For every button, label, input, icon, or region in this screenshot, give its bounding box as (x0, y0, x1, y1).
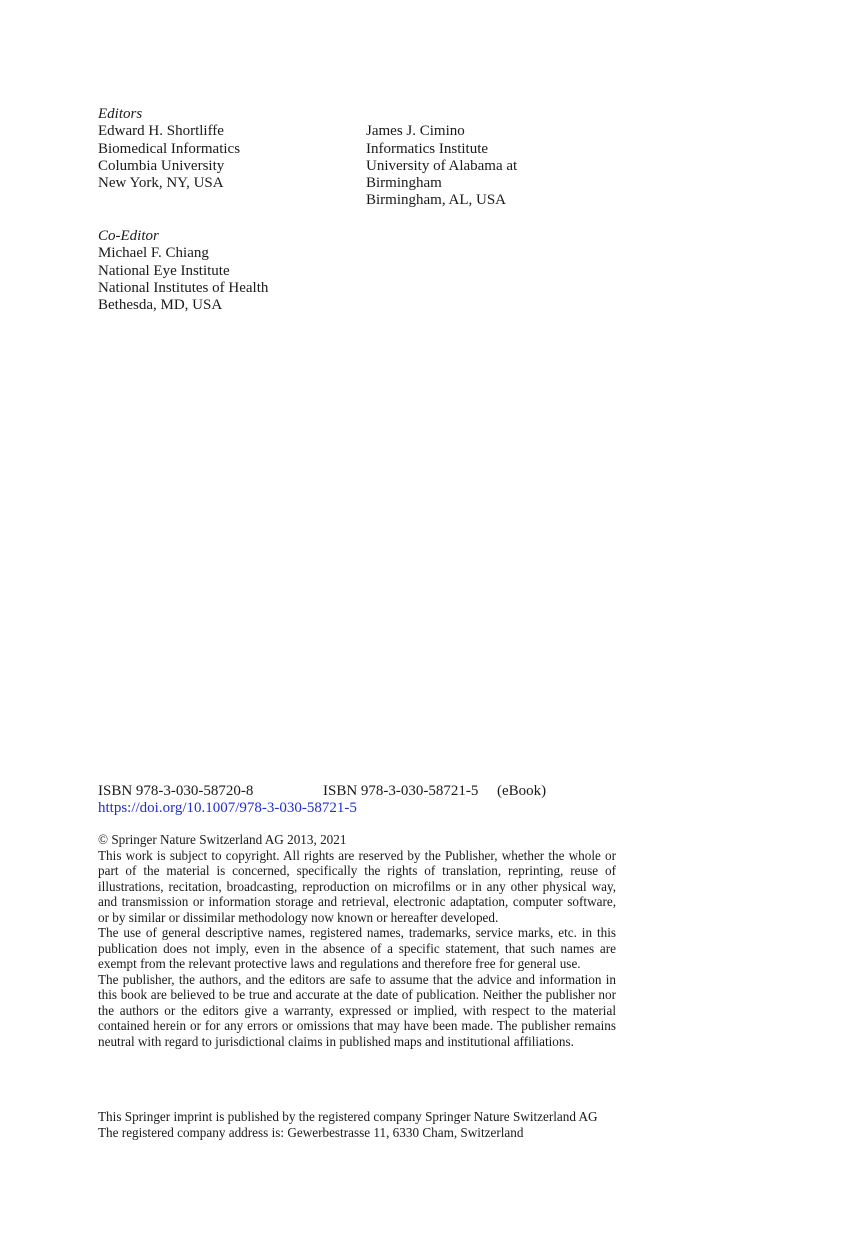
isbn-row (98, 782, 546, 800)
coeditor-department: National Eye Institute (98, 262, 230, 279)
coeditor-section (98, 228, 268, 314)
disclaimer-paragraph: The publisher, the authors, and the editors are safe to assume that the advice and information in this book are believed to be true and accurate at the date of publication. Neither the publisher nor the authors or the editors give a warranty, expressed or implied, with respect to the material contained herein or for any errors or omissions that may have been made. The publisher remains neutral with regard to jurisdictional claims in published maps and institutional affiliations. (98, 971, 616, 1049)
editor-institution-line1: University of Alabama at (366, 157, 518, 174)
editors-section (98, 106, 518, 209)
isbn-print: ISBN 978-3-030-58720-8 (98, 783, 254, 799)
editor-department: Biomedical Informatics (98, 140, 241, 157)
editor-location: Birmingham, AL, USA (366, 192, 507, 209)
coeditor-label: Co-Editor (98, 228, 159, 244)
legal-notice (98, 832, 616, 1049)
imprint-publisher: This Springer imprint is published by the registered company Springer Nature Switzerland AG (98, 1109, 598, 1124)
editor-right (366, 123, 626, 209)
editor-location: New York, NY, USA (98, 175, 224, 192)
doi-link[interactable]: https://doi.org/10.1007/978-3-030-58721-5 (98, 800, 357, 816)
editor-left (98, 123, 358, 192)
coeditor-location: Bethesda, MD, USA (98, 297, 223, 314)
imprint-address: The registered company address is: Gewerbestrasse 11, 6330 Cham, Switzerland (98, 1124, 524, 1140)
trademark-paragraph: The use of general descriptive names, registered names, trademarks, service marks, etc. in this publication does not imply, even in the absence of a specific statement, that such names are exempt from the relevant protective laws and regulations and therefore free for general use. (98, 925, 616, 971)
editor-name: Edward H. Shortliffe (98, 123, 224, 140)
editors-label: Editors (98, 106, 143, 122)
coeditor-name: Michael F. Chiang (98, 245, 209, 262)
editor-department: Informatics Institute (366, 140, 489, 157)
editor-institution: Columbia University (98, 157, 225, 174)
coeditor-institution: National Institutes of Health (98, 279, 269, 296)
imprint-notice (98, 1109, 616, 1140)
editor-name: James J. Cimino (366, 123, 465, 140)
editor-institution-line2: Birmingham (366, 175, 442, 192)
isbn-ebook: ISBN 978-3-030-58721-5 (323, 783, 479, 799)
isbn-ebook-label: (eBook) (497, 783, 547, 799)
copyright-line: © Springer Nature Switzerland AG 2013, 2021 (98, 832, 347, 847)
rights-paragraph: This work is subject to copyright. All rights are reserved by the Publisher, whether the whole or part of the material is concerned, specifically the rights of translation, reprinting, reuse of illustrations, recitation, broadcasting, reproduction on microfilms or in any other physical way, and transmission or information storage and retrieval, electronic adaptation, computer software, or by similar or dissimilar methodology now known or hereafter developed. (98, 847, 616, 925)
